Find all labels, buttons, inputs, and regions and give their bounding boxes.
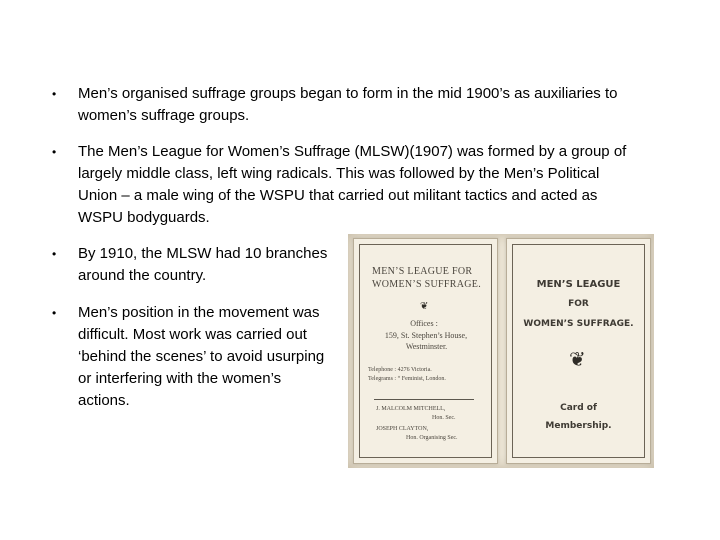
card-cover-panel [506,238,651,464]
bullet-marker: • [52,247,57,261]
cover-title-line-3: WOMEN’S SUFFRAGE. [523,319,634,329]
secretary-role: Hon. Sec. [432,415,456,421]
address-line-2: Westminster. [405,342,448,351]
card-caption-line-1: Card of [560,403,597,413]
bullet-marker: • [52,145,57,159]
cover-title-line-2: FOR [568,299,589,309]
secretary-name: J. MALCOLM MITCHELL, [376,406,446,412]
membership-card-image [348,234,654,468]
bullet-text: Men’s organised suffrage groups began to form in the mid 1900’s as auxiliaries to women’s suffrage groups. [78,85,618,124]
bullet-text: Men’s position in the movement was difficult. Most work was carried out ‘behind the scenes’ to avoid usurping or interfering with the women’s actions. [78,304,325,409]
card-inner-panel [353,238,498,464]
cover-title-line-1: MEN’S LEAGUE [536,279,621,290]
offices-label: Offices : [410,319,438,328]
bullet-text: By 1910, the MLSW had 10 branches around the country. [78,245,328,284]
card-caption-line-2: Membership. [545,421,612,431]
address-line-1: 159, St. Stephen’s House, [384,331,468,340]
bullet-marker: • [52,306,57,320]
organiser-role: Hon. Organising Sec. [406,435,458,441]
leaf-ornament-icon: ❦ [569,347,586,371]
league-title: MEN’S LEAGUE FOR WOMEN’S SUFFRAGE. [372,266,482,290]
leaf-ornament-icon: ❦ [420,301,429,312]
bullet-marker: • [52,87,57,101]
organiser-name: JOSEPH CLAYTON, [376,426,429,432]
bullet-text: The Men’s League for Women’s Suffrage (MLSW)(1907) was formed by a group of largely middle class, left wing radicals. This was followed by the Men’s Political Union – a male wing of the WSPU that carried out militant tactics and acted as WSPU bodyguards. [78,143,627,226]
divider [374,399,474,400]
telegrams-line: Telegrams : “ Feminist, London. [368,376,446,382]
telephone-line: Telephone : 4276 Victoria. [368,367,432,373]
